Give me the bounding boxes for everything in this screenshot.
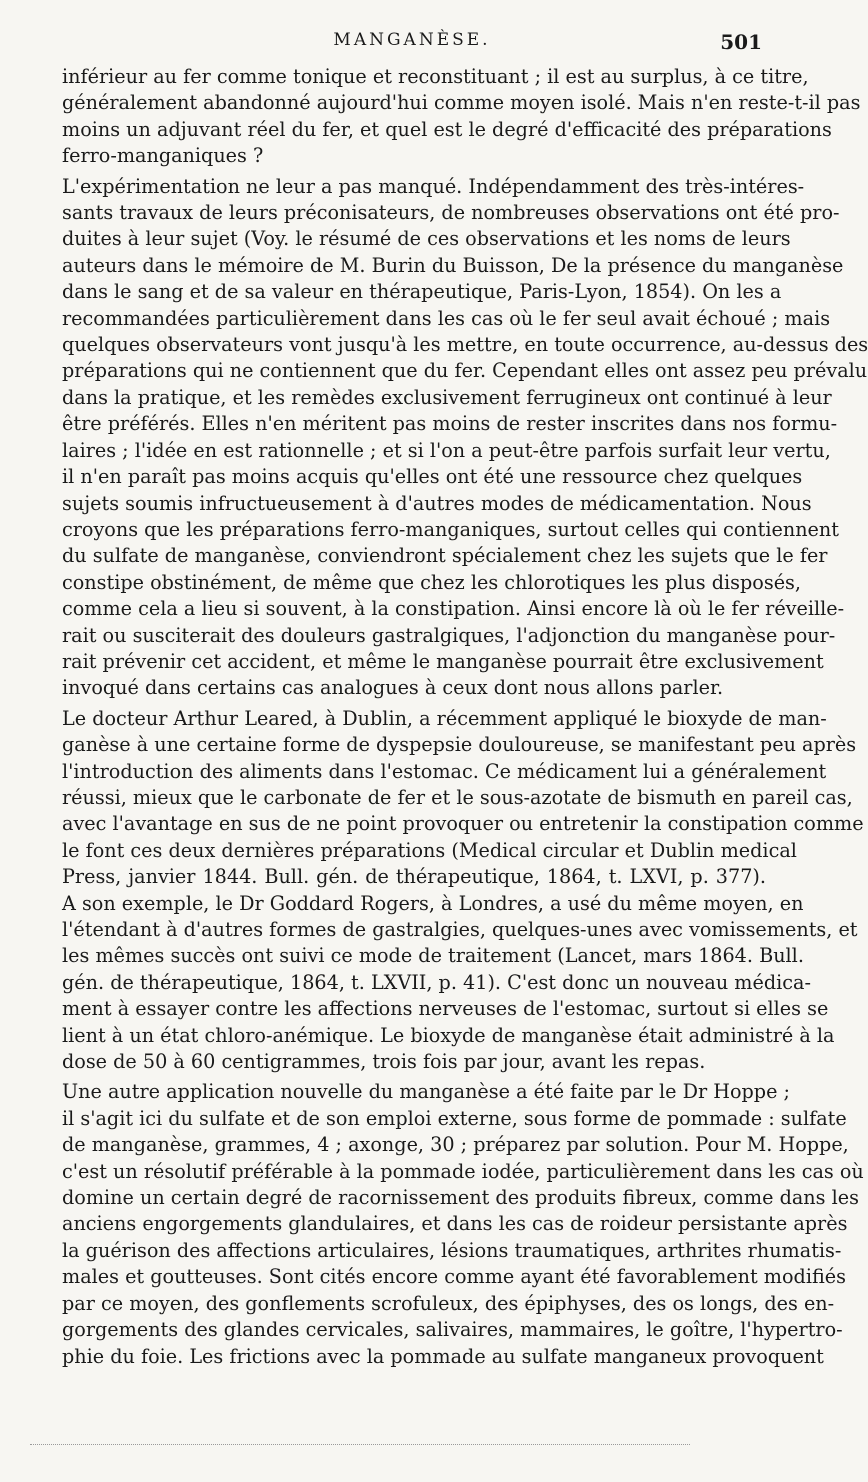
text-line: Le docteur Arthur Leared, à Dublin, a récemment appliqué le bioxyde de man- — [62, 706, 827, 730]
text-line: lient à un état chloro-anémique. Le bioxyde de manganèse était administré à la — [62, 1023, 835, 1047]
text-line: gorgements des glandes cervicales, salivaires, mammaires, le goître, l'hypertro- — [62, 1318, 843, 1342]
text-line: domine un certain degré de racornissement des produits fibreux, comme dans les — [62, 1186, 859, 1210]
page-number: 501 — [720, 30, 762, 54]
text-line: sujets soumis infructueusement à d'autres modes de médicamentation. Nous — [62, 491, 812, 515]
text-line: de manganèse, grammes, 4 ; axonge, 30 ; préparez par solution. Pour M. Hoppe, — [62, 1133, 849, 1157]
footer-rule — [30, 1444, 690, 1445]
text-line: les mêmes succès ont suivi ce mode de traitement (Lancet, mars 1864. Bull. — [62, 944, 804, 968]
text-line: dose de 50 à 60 centigrammes, trois fois par jour, avant les repas. — [62, 1050, 706, 1074]
text-line: anciens engorgements glandulaires, et dans les cas de roideur persistante après — [62, 1212, 848, 1236]
text-line: inférieur au fer comme tonique et reconstituant ; il est au surplus, à ce titre, — [62, 65, 809, 88]
text-line: c'est un résolutif préférable à la pommade iodée, particulièrement dans les cas où — [62, 1159, 864, 1183]
text-line: avec l'avantage en sus de ne point provoquer ou entretenir la constipation comme — [62, 812, 864, 836]
text-line: L'expérimentation ne leur a pas manqué. Indépendamment des très-intéres- — [62, 174, 805, 198]
text-line: quelques observateurs vont jusqu'à les mettre, en toute occurrence, au-dessus des — [62, 333, 868, 357]
paragraph — [62, 174, 868, 702]
text-line: moins un adjuvant réel du fer, et quel est le degré d'efficacité des préparations — [62, 117, 832, 141]
text-line: croyons que les préparations ferro-manganiques, surtout celles qui contiennent — [62, 517, 839, 541]
text-line: comme cela a lieu si souvent, à la constipation. Ainsi encore là où le fer réveille- — [62, 597, 845, 621]
paragraph — [62, 1079, 864, 1369]
text-line: A son exemple, le Dr Goddard Rogers, à Londres, a usé du même moyen, en — [62, 891, 804, 915]
text-line: il s'agit ici du sulfate et de son emploi externe, sous forme de pommade : sulfate — [62, 1106, 847, 1130]
text-line: ganèse à une certaine forme de dyspepsie douloureuse, se manifestant peu après — [62, 733, 857, 757]
text-line: auteurs dans le mémoire de M. Burin du Buisson, De la présence du manganèse — [62, 253, 844, 277]
text-line: ment à essayer contre les affections nerveuses de l'estomac, surtout si elles se — [62, 997, 829, 1021]
paragraph — [62, 706, 864, 1076]
text-line: du sulfate de manganèse, conviendront spécialement chez les sujets que le fer — [62, 544, 828, 568]
text-line: Une autre application nouvelle du manganèse a été faite par le Dr Hoppe ; — [62, 1080, 791, 1104]
text-line: duites à leur sujet (Voy. le résumé de ces observations et les noms de leurs — [62, 227, 791, 251]
text-line: constipe obstinément, de même que chez les chlorotiques les plus disposés, — [62, 570, 801, 594]
running-head: MANGANÈSE. — [333, 30, 491, 50]
text-line: sants travaux de leurs préconisateurs, de nombreuses observations ont été pro- — [62, 201, 840, 225]
page-body — [62, 64, 868, 1370]
text-line: généralement abandonné aujourd'hui comme moyen isolé. Mais n'en reste-t-il pas — [62, 91, 861, 115]
text-line: par ce moyen, des gonflements scrofuleux, des épiphyses, des os longs, des en- — [62, 1291, 835, 1315]
text-line: l'introduction des aliments dans l'estomac. Ce médicament lui a généralement — [62, 759, 827, 783]
text-line: rait ou susciterait des douleurs gastralgiques, l'adjonction du manganèse pour- — [62, 623, 836, 647]
text-line: invoqué dans certains cas analogues à ceux dont nous allons parler. — [62, 676, 724, 700]
text-line: préparations qui ne contiennent que du fer. Cependant elles ont assez peu prévalu — [62, 359, 868, 383]
text-line: gén. de thérapeutique, 1864, t. LXVII, p. 41). C'est donc un nouveau médica- — [62, 970, 811, 994]
text-line: dans la pratique, et les remèdes exclusivement ferrugineux ont continué à leur — [62, 385, 832, 409]
text-line: réussi, mieux que le carbonate de fer et le sous-azotate de bismuth en pareil cas, — [62, 785, 853, 809]
text-line: l'étendant à d'autres formes de gastralgies, quelques-unes avec vomissements, et — [62, 918, 858, 941]
text-line: être préférés. Elles n'en méritent pas moins de rester inscrites dans nos formu- — [62, 412, 838, 436]
text-line: il n'en paraît pas moins acquis qu'elles ont été une ressource chez quelques — [62, 465, 803, 489]
text-line: la guérison des affections articulaires, lésions traumatiques, arthrites rhumatis- — [62, 1238, 842, 1262]
text-line: phie du foie. Les frictions avec la pommade au sulfate manganeux provoquent — [62, 1344, 824, 1368]
text-line: males et goutteuses. Sont cités encore comme ayant été favorablement modifiés — [62, 1265, 846, 1289]
text-line: laires ; l'idée en est rationnelle ; et si l'on a peut-être parfois surfait leur vertu, — [62, 438, 831, 462]
paragraph — [62, 64, 861, 170]
text-line: Press, janvier 1844. Bull. gén. de thérapeutique, 1864, t. LXVI, p. 377). — [62, 865, 766, 889]
text-line: rait prévenir cet accident, et même le manganèse pourrait être exclusivement — [62, 649, 824, 673]
text-line: recommandées particulièrement dans les cas où le fer seul avait échoué ; mais — [62, 306, 831, 330]
page-header — [62, 30, 762, 56]
text-line: le font ces deux dernières préparations (Medical circular et Dublin medical — [62, 838, 797, 862]
text-line: ferro-manganiques ? — [62, 144, 264, 168]
text-line: dans le sang et de sa valeur en thérapeutique, Paris-Lyon, 1854). On les a — [62, 280, 782, 304]
